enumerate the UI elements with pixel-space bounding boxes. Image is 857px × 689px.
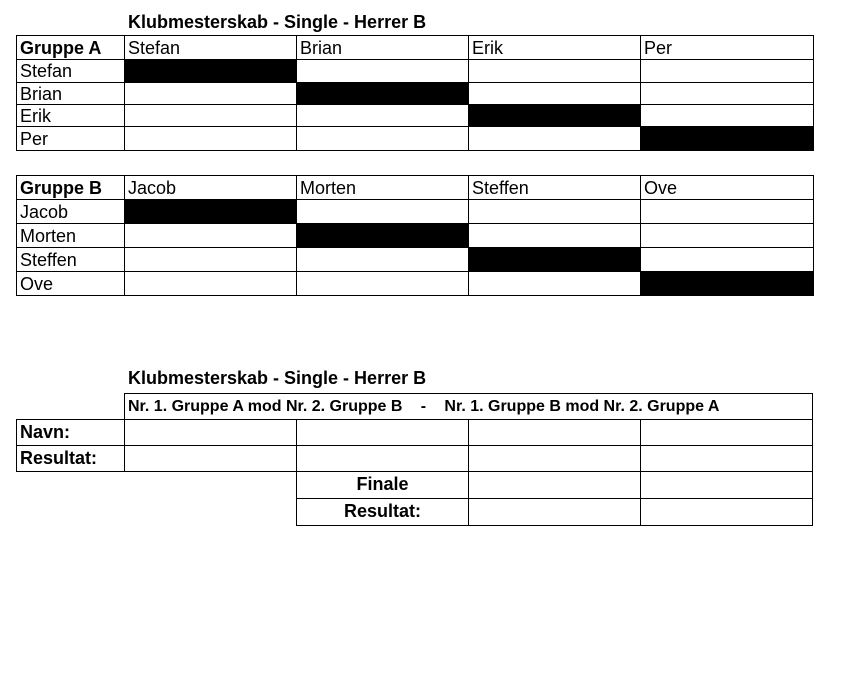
group-b-table	[16, 175, 814, 296]
blocked-cell	[641, 272, 814, 296]
group-b-row-player: Steffen	[17, 248, 125, 272]
score-cell[interactable]	[469, 200, 641, 224]
final-result-cell[interactable]	[640, 498, 813, 526]
table-row	[17, 105, 814, 127]
table-row	[17, 224, 814, 248]
group-b-col-player: Steffen	[469, 176, 641, 200]
knockout-section	[16, 393, 813, 527]
score-cell[interactable]	[297, 60, 469, 83]
score-cell[interactable]	[125, 272, 297, 296]
name-cell[interactable]	[124, 419, 297, 446]
name-cell[interactable]	[468, 419, 641, 446]
score-cell[interactable]	[125, 83, 297, 105]
table-row	[17, 200, 814, 224]
score-cell[interactable]	[125, 224, 297, 248]
name-label: Navn:	[16, 419, 125, 446]
semifinal-1-label: Nr. 1. Gruppe A mod Nr. 2. Gruppe B	[128, 398, 403, 415]
score-cell[interactable]	[641, 105, 814, 127]
group-b-row-player: Ove	[17, 272, 125, 296]
blocked-cell	[641, 127, 814, 151]
group-a-col-player: Stefan	[125, 36, 297, 60]
score-cell[interactable]	[125, 127, 297, 151]
result-cell[interactable]	[640, 445, 813, 472]
score-cell[interactable]	[297, 248, 469, 272]
name-cell[interactable]	[296, 419, 469, 446]
group-a-row-player: Erik	[17, 105, 125, 127]
score-cell[interactable]	[125, 105, 297, 127]
score-cell[interactable]	[469, 127, 641, 151]
score-cell[interactable]	[297, 272, 469, 296]
result-cell[interactable]	[468, 445, 641, 472]
final-cell[interactable]	[640, 471, 813, 499]
score-cell[interactable]	[469, 224, 641, 248]
name-cell[interactable]	[640, 419, 813, 446]
group-a-row-player: Stefan	[17, 60, 125, 83]
semifinal-separator: -	[420, 398, 427, 415]
semifinal-header	[124, 393, 813, 420]
result-label: Resultat:	[16, 445, 125, 472]
blocked-cell	[125, 60, 297, 83]
score-cell[interactable]	[641, 224, 814, 248]
blocked-cell	[297, 224, 469, 248]
group-b-col-player: Jacob	[125, 176, 297, 200]
score-cell[interactable]	[297, 200, 469, 224]
group-a-table	[16, 35, 814, 151]
score-cell[interactable]	[641, 200, 814, 224]
semifinal-2-label: Nr. 1. Gruppe B mod Nr. 2. Gruppe A	[444, 398, 720, 415]
score-cell[interactable]	[469, 60, 641, 83]
blocked-cell	[469, 105, 641, 127]
table-row	[17, 127, 814, 151]
group-a-row-player: Brian	[17, 83, 125, 105]
score-cell[interactable]	[469, 272, 641, 296]
group-b-row-player: Morten	[17, 224, 125, 248]
score-cell[interactable]	[125, 248, 297, 272]
group-a-col-player: Erik	[469, 36, 641, 60]
blocked-cell	[125, 200, 297, 224]
table-row	[17, 272, 814, 296]
final-result-cell[interactable]	[468, 498, 641, 526]
blocked-cell	[297, 83, 469, 105]
group-a-col-player: Brian	[297, 36, 469, 60]
score-cell[interactable]	[297, 127, 469, 151]
score-cell[interactable]	[641, 60, 814, 83]
score-cell[interactable]	[469, 83, 641, 105]
score-cell[interactable]	[641, 248, 814, 272]
final-label: Finale	[296, 471, 469, 499]
table-row	[17, 248, 814, 272]
group-a-col-player: Per	[641, 36, 814, 60]
group-a-row-player: Per	[17, 127, 125, 151]
group-b-label: Gruppe B	[17, 176, 125, 200]
result-cell[interactable]	[296, 445, 469, 472]
group-b-col-player: Ove	[641, 176, 814, 200]
score-cell[interactable]	[641, 83, 814, 105]
final-result-label: Resultat:	[296, 498, 469, 526]
table-row	[17, 83, 814, 105]
result-cell[interactable]	[124, 445, 297, 472]
group-a-label: Gruppe A	[17, 36, 125, 60]
score-cell[interactable]	[297, 105, 469, 127]
group-b-col-player: Morten	[297, 176, 469, 200]
table-row	[17, 60, 814, 83]
group-b-row-player: Jacob	[17, 200, 125, 224]
group-a-header-row	[17, 36, 814, 60]
blocked-cell	[469, 248, 641, 272]
page-title: Klubmesterskab - Single - Herrer B	[128, 12, 427, 32]
group-b-header-row	[17, 176, 814, 200]
final-cell[interactable]	[468, 471, 641, 499]
knockout-title: Klubmesterskab - Single - Herrer B	[128, 368, 427, 388]
